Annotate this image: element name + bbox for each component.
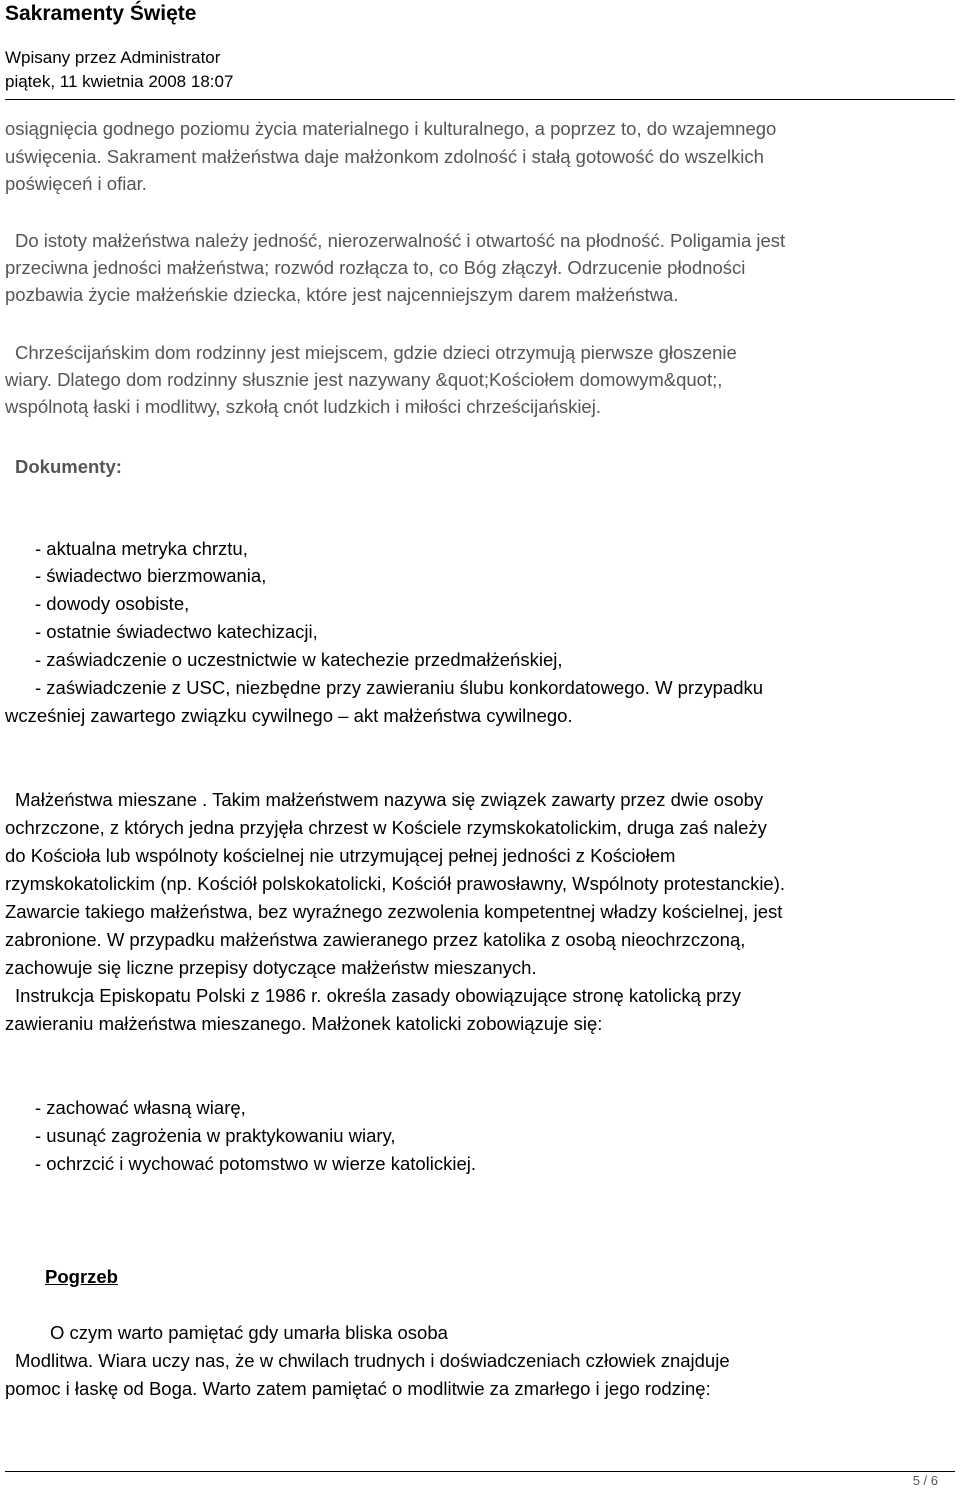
list-item: - ochrzcić i wychować potomstwo w wierze katolickiej.	[35, 1153, 477, 1174]
list-item: - świadectwo bierzmowania,	[35, 565, 267, 586]
page-number: 5 / 6	[912, 1473, 938, 1488]
text-line: pomoc i łaskę od Boga. Warto zatem pamiętać o modlitwie za zmarłego i jego rodzinę:	[5, 1378, 711, 1399]
date-line: piątek, 11 kwietnia 2008 18:07	[5, 72, 234, 91]
document-title: Sakramenty Święte	[5, 2, 197, 25]
text-line: uświęcenia. Sakrament małżeństwa daje małżonkom zdolność i stałą gotowość do wszelkich	[5, 146, 764, 167]
text-line: osiągnięcia godnego poziomu życia materialnego i kulturalnego, a poprzez to, do wzajemnego	[5, 118, 777, 139]
list-item: - zaświadczenie o uczestnictwie w katechezie przedmałżeńskiej,	[35, 649, 563, 670]
text-line: Instrukcja Episkopatu Polski z 1986 r. określa zasady obowiązujące stronę katolicką przy	[15, 985, 741, 1006]
text-line: Chrześcijańskim dom rodzinny jest miejscem, gdzie dzieci otrzymują pierwsze głoszenie	[15, 342, 737, 363]
footer-divider	[5, 1471, 955, 1472]
text-line: Małżeństwa mieszane . Takim małżeństwem nazywa się związek zawarty przez dwie osoby	[15, 789, 764, 810]
list-item: - usunąć zagrożenia w praktykowaniu wiary,	[35, 1125, 396, 1146]
text-line: wiary. Dlatego dom rodzinny słusznie jest nazywany &quot;Kościołem domowym&quot;,	[5, 369, 723, 390]
list-item: - dowody osobiste,	[35, 593, 190, 614]
list-item: - zachować własną wiarę,	[35, 1097, 246, 1118]
text-line: wspólnotą łaski i modlitwy, szkołą cnót ludzkich i miłości chrześcijańskiej.	[5, 396, 601, 417]
text-line: O czym warto pamiętać gdy umarła bliska osoba	[50, 1322, 448, 1343]
text-line: pozbawia życie małżeńskie dziecka, które jest najcenniejszym darem małżeństwa.	[5, 284, 679, 305]
text-line: Modlitwa. Wiara uczy nas, że w chwilach trudnych i doświadczeniach człowiek znajduje	[15, 1350, 730, 1371]
text-line: zachowuje się liczne przepisy dotyczące małżeństw mieszanych.	[5, 957, 537, 978]
text-line: wcześniej zawartego związku cywilnego – akt małżeństwa cywilnego.	[5, 705, 573, 726]
dokumenty-heading: Dokumenty:	[15, 456, 122, 477]
text-line: do Kościoła lub wspólnoty kościelnej nie utrzymującej pełnej jedności z Kościołem	[5, 845, 676, 866]
pogrzeb-heading: Pogrzeb	[45, 1266, 118, 1287]
text-line: ochrzczone, z których jedna przyjęła chrzest w Kościele rzymskokatolickim, druga zaś należy	[5, 817, 767, 838]
text-line: rzymskokatolickim (np. Kościół polskokatolicki, Kościół prawosławny, Wspólnoty protestanckie).	[5, 873, 786, 894]
text-line: przeciwna jedności małżeństwa; rozwód rozłącza to, co Bóg złączył. Odrzucenie płodności	[5, 257, 746, 278]
text-line: zabronione. W przypadku małżeństwa zawieranego przez katolika z osobą nieochrzczoną,	[5, 929, 746, 950]
list-item: - ostatnie świadectwo katechizacji,	[35, 621, 318, 642]
text-line: poświęceń i ofiar.	[5, 173, 147, 194]
list-item: - zaświadczenie z USC, niezbędne przy zawieraniu ślubu konkordatowego. W przypadku	[35, 677, 764, 698]
list-item: - aktualna metryka chrztu,	[35, 538, 248, 559]
text-line: zawieraniu małżeństwa mieszanego. Małżonek katolicki zobowiązuje się:	[5, 1013, 603, 1034]
text-line: Do istoty małżeństwa należy jedność, nierozerwalność i otwartość na płodność. Poligamia jest	[15, 230, 786, 251]
header-divider	[5, 99, 955, 100]
text-line: Zawarcie takiego małżeństwa, bez wyraźnego zezwolenia kompetentnej władzy kościelnej, jest	[5, 901, 783, 922]
author-line: Wpisany przez Administrator	[5, 48, 221, 67]
